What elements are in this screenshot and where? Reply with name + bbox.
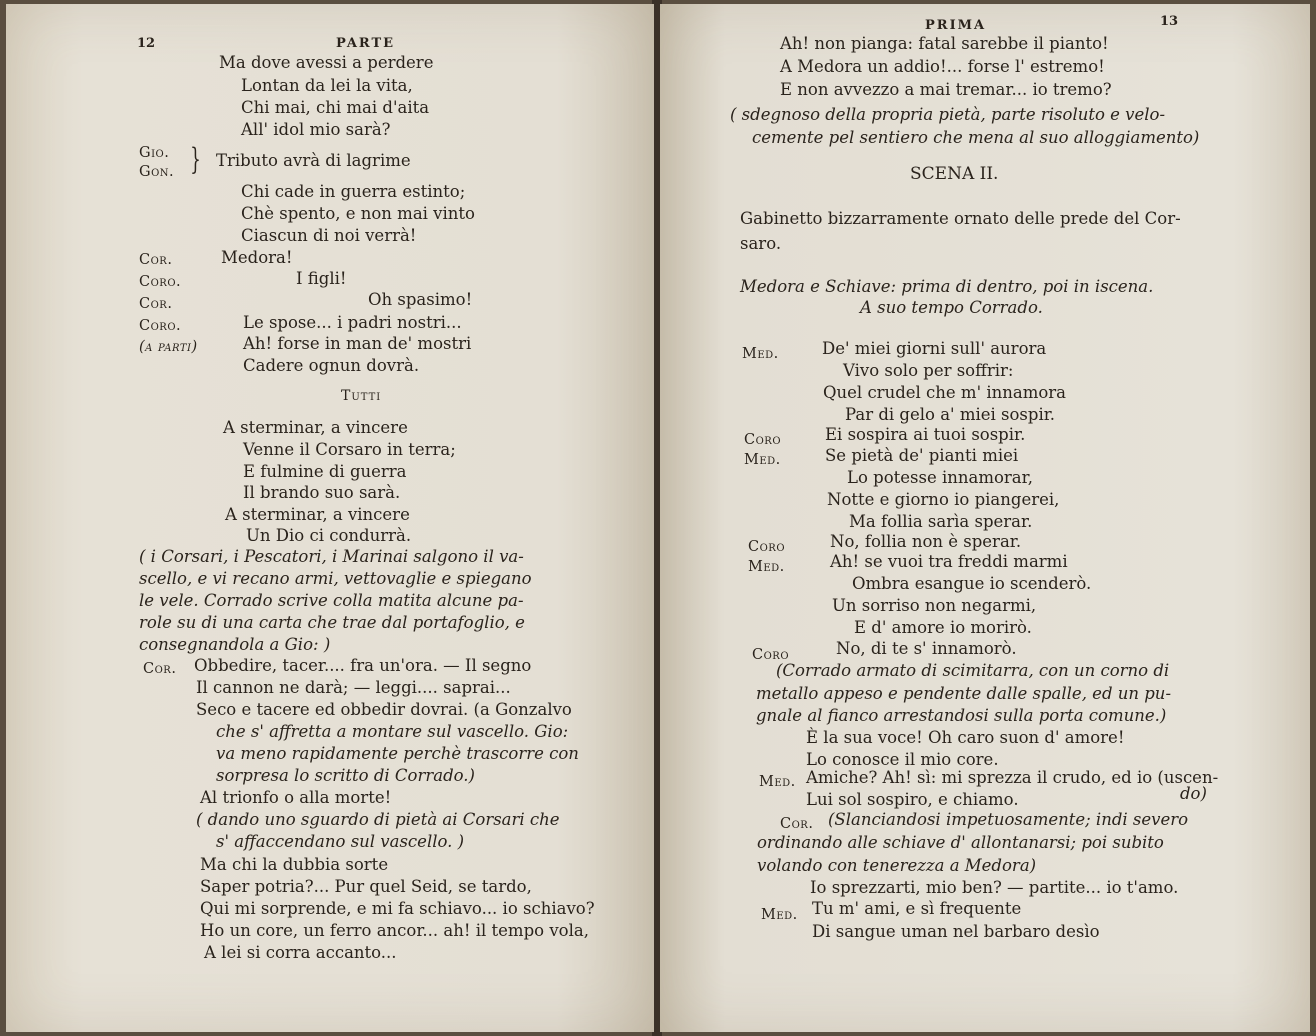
- verse-line: Amiche? Ah! sì: mi sprezza il crudo, ed io (uscen-: [806, 768, 1219, 787]
- verse-line: Tu m' ami, e sì frequente: [812, 899, 1022, 918]
- verse-line: Un Dio ci condurrà.: [246, 526, 412, 545]
- verse-line: Ho un core, un ferro ancor... ah! il tempo vola,: [200, 921, 589, 940]
- verse-line: Seco e tacere ed obbedir dovrai. (a Gonzalvo: [196, 700, 572, 719]
- running-header: PARTE: [336, 36, 396, 51]
- speaker-label: Gio.: [139, 145, 170, 161]
- stage-direction: scello, e vi recano armi, vettovaglie e spiegano: [139, 569, 532, 588]
- right-page: [660, 4, 1310, 1032]
- stage-direction: (Corrado armato di scimitarra, con un corno di: [776, 661, 1170, 680]
- verse-line: Cadere ognun dovrà.: [243, 356, 420, 375]
- page-number: 13: [1160, 14, 1179, 29]
- verse-line: Lui sol sospiro, e chiamo.: [806, 790, 1019, 809]
- verse-line: Obbedire, tacer.... fra un'ora. — Il segno: [194, 656, 532, 675]
- speaker-label: Med.: [759, 774, 796, 790]
- stage-direction: (Slanciandosi impetuosamente; indi severo: [828, 810, 1189, 829]
- speaker-label: Gon.: [139, 164, 175, 180]
- brace-mark: }: [190, 142, 201, 177]
- verse-line: Lo potesse innamorar,: [847, 468, 1033, 487]
- stage-direction: ordinando alle schiave d' allontanarsi; poi subito: [757, 833, 1164, 852]
- verse-line: No, follia non è sperar.: [830, 532, 1022, 551]
- stage-direction: role su di una carta che trae dal portafoglio, e: [139, 613, 525, 632]
- verse-line: A sterminar, a vincere: [223, 418, 408, 437]
- scene-heading: SCENA II.: [910, 164, 999, 184]
- verse-line: Chi cade in guerra estinto;: [241, 182, 466, 201]
- stage-direction: volando con tenerezza a Medora): [757, 856, 1037, 875]
- verse-line: Venne il Corsaro in terra;: [243, 440, 456, 459]
- speaker-label: Med.: [761, 907, 798, 923]
- verse-line: All' idol mio sarà?: [241, 120, 391, 139]
- verse-line: A lei si corra accanto...: [204, 943, 397, 962]
- stage-direction: Medora e Schiave: prima di dentro, poi in iscena.: [740, 277, 1154, 296]
- verse-line: Notte e giorno io piangerei,: [827, 490, 1060, 509]
- stage-direction: ( i Corsari, i Pescatori, i Marinai salgono il va-: [139, 547, 524, 566]
- stage-direction: do): [1180, 784, 1207, 803]
- verse-line: A Medora un addio!... forse l' estremo!: [780, 57, 1105, 76]
- verse-line: Ma dove avessi a perdere: [219, 53, 434, 72]
- verse-line: Oh spasimo!: [368, 290, 473, 309]
- verse-line: Ah! se vuoi tra freddi marmi: [830, 552, 1068, 571]
- verse-line: E d' amore io morirò.: [854, 618, 1032, 637]
- verse-line: De' miei giorni sull' aurora: [822, 339, 1047, 358]
- verse-line: I figli!: [296, 269, 347, 288]
- verse-line: Saper potria?... Pur quel Seid, se tardo,: [200, 877, 532, 896]
- page-number: 12: [137, 36, 156, 51]
- verse-line: Le spose... i padri nostri...: [243, 313, 462, 332]
- verse-line: E fulmine di guerra: [243, 462, 407, 481]
- verse-line: Il brando suo sarà.: [243, 483, 401, 502]
- verse-line: Di sangue uman nel barbaro desìo: [812, 922, 1100, 941]
- verse-line: Ombra esangue io scenderò.: [852, 574, 1092, 593]
- stage-direction: gnale al fianco arrestandosi sulla porta comune.): [756, 706, 1167, 725]
- stage-direction: che s' affretta a montare sul vascello. Gio:: [216, 722, 569, 741]
- verse-line: Chè spento, e non mai vinto: [241, 204, 475, 223]
- scene-description: Gabinetto bizzarramente ornato delle prede del Cor-: [740, 209, 1181, 228]
- verse-line: Ah! non pianga: fatal sarebbe il pianto!: [780, 34, 1109, 53]
- left-page: [6, 4, 654, 1032]
- verse-line: Un sorriso non negarmi,: [832, 596, 1037, 615]
- speaker-label: Cor.: [143, 661, 177, 677]
- verse-line: È la sua voce! Oh caro suon d' amore!: [806, 728, 1125, 747]
- stage-direction: cemente pel sentiero che mena al suo alloggiamento): [752, 128, 1200, 147]
- section-heading: Tutti: [341, 388, 382, 404]
- running-header: PRIMA: [925, 18, 987, 33]
- verse-line: Chi mai, chi mai d'aita: [241, 98, 430, 117]
- verse-line: Ei sospira ai tuoi sospir.: [825, 425, 1026, 444]
- speaker-label: Coro.: [139, 274, 182, 290]
- verse-line: Ciascun di noi verrà!: [241, 226, 417, 245]
- stage-direction: consegnandola a Gio: ): [139, 635, 331, 654]
- verse-line: Il cannon ne darà; — leggi.... saprai...: [196, 678, 511, 697]
- speaker-label: Cor.: [139, 296, 173, 312]
- verse-line: Tributo avrà di lagrime: [216, 151, 411, 170]
- speaker-label: Coro: [744, 432, 782, 448]
- stage-direction: (a parti): [139, 339, 198, 355]
- stage-direction: ( sdegnoso della propria pietà, parte risoluto e velo-: [730, 105, 1166, 124]
- verse-line: Io sprezzarti, mio ben? — partite... io t'amo.: [810, 878, 1179, 897]
- verse-line: A sterminar, a vincere: [225, 505, 410, 524]
- verse-line: Lontan da lei la vita,: [241, 76, 413, 95]
- verse-line: Se pietà de' pianti miei: [825, 446, 1019, 465]
- speaker-label: Cor.: [139, 252, 173, 268]
- speaker-label: Med.: [744, 452, 781, 468]
- verse-line: Vivo solo per soffrir:: [843, 361, 1014, 380]
- speaker-label: Coro.: [139, 318, 182, 334]
- verse-line: E non avvezzo a mai tremar... io tremo?: [780, 80, 1112, 99]
- stage-direction: metallo appeso e pendente dalle spalle, ed un pu-: [756, 684, 1172, 703]
- verse-line: Ma follia sarìa sperar.: [849, 512, 1033, 531]
- verse-line: Medora!: [221, 248, 293, 267]
- stage-direction: va meno rapidamente perchè trascorre con: [216, 744, 579, 763]
- stage-direction: A suo tempo Corrado.: [860, 298, 1043, 317]
- speaker-label: Coro: [748, 539, 786, 555]
- verse-line: Qui mi sorprende, e mi fa schiavo... io schiavo?: [200, 899, 595, 918]
- speaker-label: Coro: [752, 647, 790, 663]
- speaker-label: Cor.: [780, 816, 814, 832]
- speaker-label: Med.: [748, 559, 785, 575]
- verse-line: Par di gelo a' miei sospir.: [845, 405, 1056, 424]
- stage-direction: le vele. Corrado scrive colla matita alcune pa-: [139, 591, 524, 610]
- verse-line: No, di te s' innamorò.: [836, 639, 1017, 658]
- verse-line: Ma chi la dubbia sorte: [200, 855, 389, 874]
- stage-direction: ( dando uno sguardo di pietà ai Corsari che: [196, 810, 560, 829]
- speaker-label: Med.: [742, 346, 779, 362]
- scene-description: saro.: [740, 234, 782, 253]
- verse-line: Quel crudel che m' innamora: [823, 383, 1067, 402]
- stage-direction: sorpresa lo scritto di Corrado.): [216, 766, 475, 785]
- verse-line: Al trionfo o alla morte!: [200, 788, 392, 807]
- verse-line: Lo conosce il mio core.: [806, 750, 999, 769]
- stage-direction: s' affaccendano sul vascello. ): [216, 832, 465, 851]
- verse-line: Ah! forse in man de' mostri: [243, 334, 472, 353]
